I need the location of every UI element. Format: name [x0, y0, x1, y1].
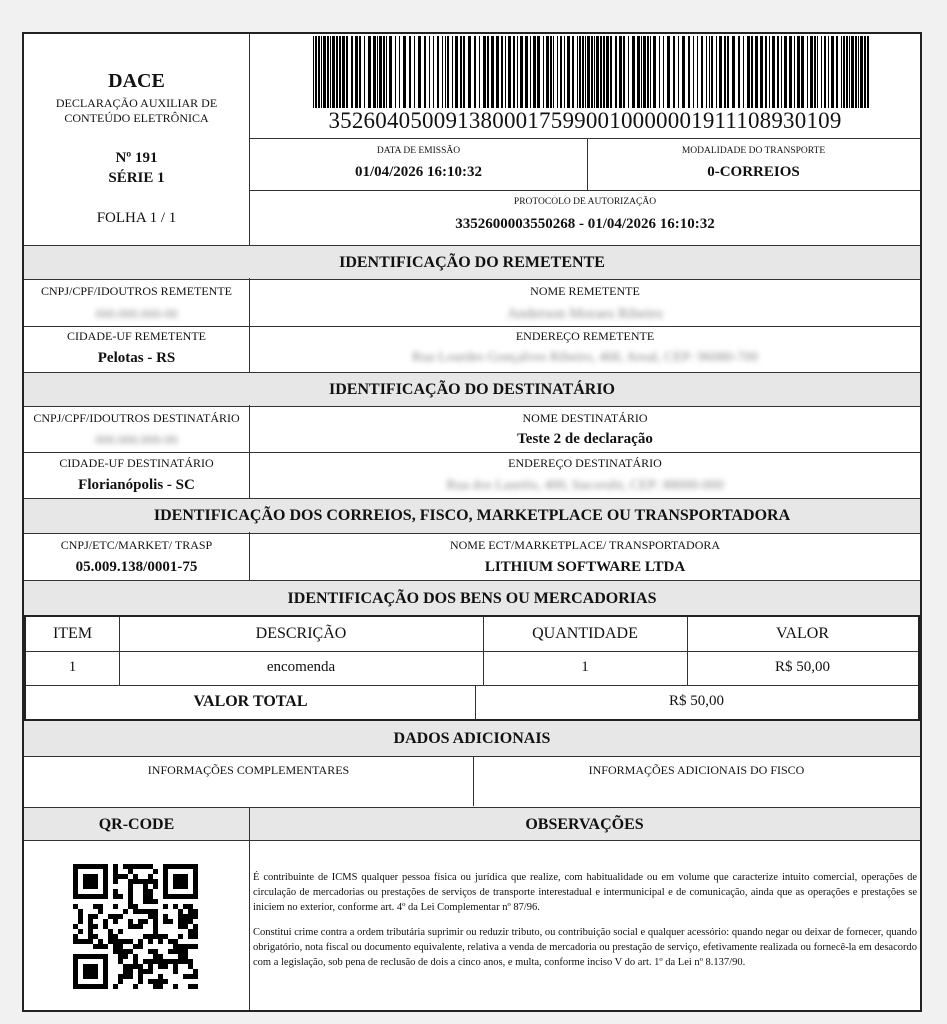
dace-number: Nº 191	[115, 150, 158, 166]
remetente-doc-value: 000.000.000-00	[95, 306, 178, 321]
col-header-quantidade: QUANTIDADE	[532, 625, 638, 642]
protocolo-label: PROTOCOLO DE AUTORIZAÇÃO	[513, 197, 657, 207]
dace-folha: FOLHA 1 / 1	[96, 210, 177, 226]
observacoes-text	[253, 870, 917, 970]
dace-document	[22, 32, 922, 1012]
section-remetente: IDENTIFICAÇÃO DO REMETENTE	[24, 245, 920, 280]
destinatario-nome-label: NOME DESTINATÁRIO	[522, 411, 648, 425]
destinatario-endereco-value: Rua dos Lauréis, 400, Itacorubi, CEP: 88000-000	[446, 478, 724, 493]
dace-serie: SÉRIE 1	[108, 170, 165, 186]
transportadora-doc-value: 05.009.138/0001-75	[75, 559, 198, 575]
observacao-paragrafo-1: É contribuinte de ICMS qualquer pessoa física ou jurídica que realize, com habitualidade ou em volume que caracterize intuito comercial, operações de circulação de mercadorias ou prestações de serviços de transporte interestadual e intermunicipal e de comunicação, ainda que as operações e prestações se iniciem no exterior, conforme art. 4º da Lei Complementar nº 87/96.	[253, 872, 917, 914]
destinatario-doc-label: CNPJ/CPF/IDOUTROS DESTINATÁRIO	[33, 411, 240, 425]
dace-subtitle-line2: CONTEÚDO ELETRÔNICA	[64, 111, 209, 125]
section-transportadora: IDENTIFICAÇÃO DOS CORREIOS, FISCO, MARKETPLACE OU TRANSPORTADORA	[24, 498, 920, 534]
remetente-cidade-value: Pelotas - RS	[97, 350, 176, 366]
bens-table	[24, 615, 920, 721]
dace-title: DACE	[108, 70, 165, 92]
section-adicionais: DADOS ADICIONAIS	[24, 721, 920, 757]
barcode-number: 35260405009138000175990010000001911108930109	[328, 108, 842, 133]
remetente-nome-value: Anderson Moraes Ribeiro	[507, 306, 663, 322]
valor-total-label: VALOR TOTAL	[193, 693, 308, 710]
destinatario-cidade-label: CIDADE-UF DESTINATÁRIO	[59, 456, 214, 470]
transportadora-nome-label: NOME ECT/MARKETPLACE/ TRANSPORTADORA	[449, 538, 721, 552]
remetente-endereco-label: ENDEREÇO REMETENTE	[515, 329, 655, 343]
transportadora-nome-value: LITHIUM SOFTWARE LTDA	[484, 559, 686, 575]
protocolo-value: 3352600003550268 - 01/04/2026 16:10:32	[455, 216, 715, 232]
row-valor: R$ 50,00	[774, 659, 830, 675]
col-header-valor: VALOR	[775, 625, 830, 642]
col-header-descricao: DESCRIÇÃO	[255, 625, 347, 642]
destinatario-cidade-value: Florianópolis - SC	[78, 477, 195, 493]
remetente-cidade-label: CIDADE-UF REMETENTE	[67, 329, 206, 343]
data-emissao-label: DATA DE EMISSÃO	[376, 146, 461, 156]
section-bens: IDENTIFICAÇÃO DOS BENS OU MERCADORIAS	[24, 580, 920, 617]
row-item: 1	[68, 659, 77, 675]
data-emissao-value: 01/04/2026 16:10:32	[354, 164, 483, 180]
col-header-item: ITEM	[52, 625, 93, 642]
info-complementares-label: INFORMAÇÕES COMPLEMENTARES	[147, 763, 350, 777]
remetente-nome-label: NOME REMETENTE	[530, 284, 640, 298]
destinatario-doc-value: 000.000.000-00	[95, 432, 178, 447]
remetente-doc-label: CNPJ/CPF/IDOUTROS REMETENTE	[40, 284, 233, 298]
info-fisco-label: INFORMAÇÕES ADICIONAIS DO FISCO	[588, 763, 805, 777]
modalidade-value: 0-CORREIOS	[707, 164, 800, 180]
valor-total-value: R$ 50,00	[668, 693, 724, 709]
destinatario-endereco-label: ENDEREÇO DESTINATÁRIO	[508, 456, 662, 470]
dace-subtitle-line1: DECLARAÇÃO AUXILIAR DE	[55, 96, 218, 110]
row-descricao: encomenda	[266, 659, 336, 675]
qr-title: QR-CODE	[24, 807, 249, 841]
transportadora-doc-label: CNPJ/ETC/MARKET/ TRASP	[60, 538, 213, 552]
section-destinatario: IDENTIFICAÇÃO DO DESTINATÁRIO	[24, 372, 920, 407]
row-quantidade: 1	[581, 659, 589, 675]
observacoes-title: OBSERVAÇÕES	[249, 807, 920, 841]
observacao-paragrafo-2: Constitui crime contra a ordem tributária suprimir ou reduzir tributo, ou contribuição social e qualquer acessório: quando negar ou deixar de fornecer, quando obrigatório, nota fiscal ou documento equivalente, relativa a venda de mercadoria ou prestação de serviço, efetivamente realizada ou fornecê-la em desacordo com a legislação, sob pena de reclusão de dois a cinco anos, e multa, conforme inciso V do art. 1º da Lei nº 8.137/90.	[253, 926, 917, 969]
barcode	[313, 36, 873, 108]
destinatario-nome-value: Teste 2 de declaração	[517, 431, 653, 447]
qr-code-image	[53, 844, 217, 1008]
modalidade-label: MODALIDADE DO TRANSPORTE	[681, 146, 826, 156]
remetente-endereco-value: Rua Lourdes Gonçalves Ribeiro, 468, Areal, CEP: 96080-700	[411, 350, 759, 365]
